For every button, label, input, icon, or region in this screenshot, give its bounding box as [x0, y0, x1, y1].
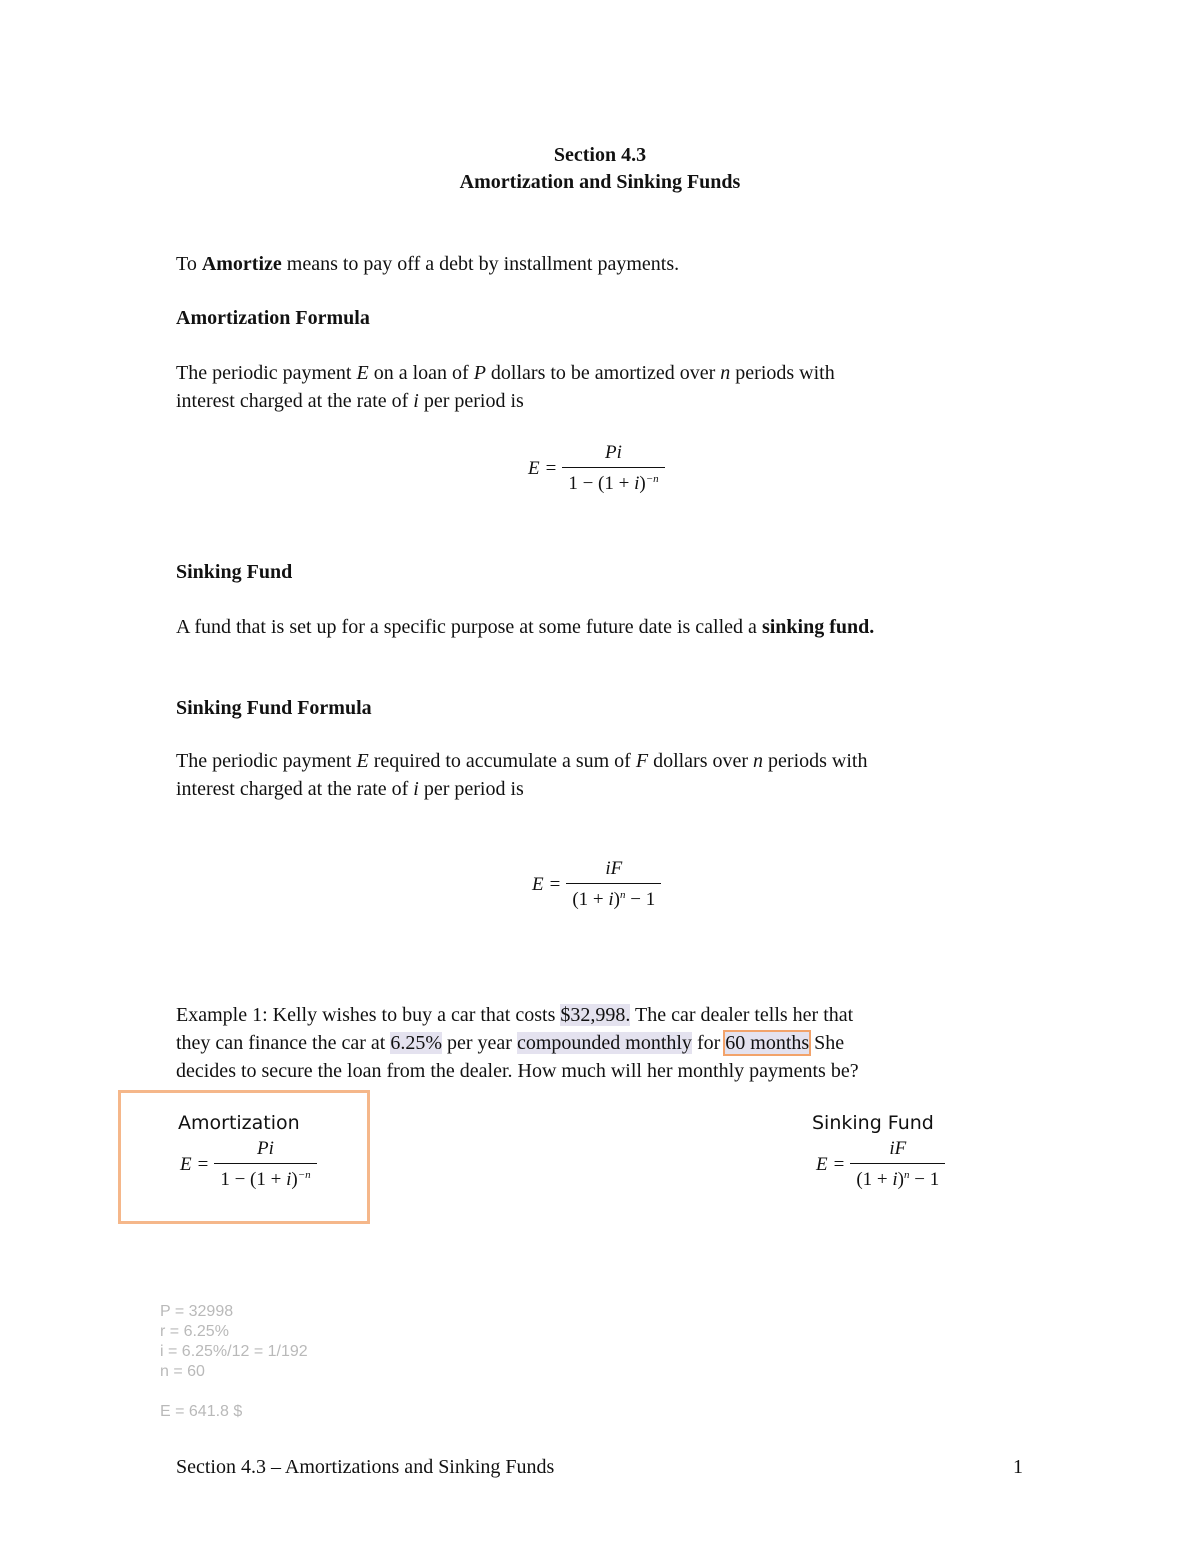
amortization-description-line2: interest charged at the rate of i per period is [176, 390, 524, 412]
amortization-label: Amortization [178, 1112, 300, 1134]
sinking-fund-heading: Sinking Fund [176, 561, 293, 583]
footer-text: Section 4.3 – Amortizations and Sinking Funds [176, 1456, 555, 1478]
intro-text: To Amortize means to pay off a debt by installment payments. [176, 253, 680, 275]
example-sinking-formula: E = $\frac{iF}{(1 + i)^n - 1}$ [816, 1138, 945, 1191]
compounding-highlight: compounded monthly [516, 1032, 692, 1054]
calculation-notes [160, 1302, 308, 1422]
example-line3: decides to secure the loan from the dealer. How much will her monthly payments be? [176, 1060, 859, 1082]
page-title: Amortization and Sinking Funds [459, 171, 741, 193]
example-line1: Example 1: Kelly wishes to buy a car that costs $32,998. The car dealer tells her that [176, 1004, 854, 1026]
sinking-fund-definition: A fund that is set up for a specific purpose at some future date is called a sinking fund. [176, 616, 875, 638]
rate-highlight: 6.25% [390, 1032, 442, 1054]
sinking-fund-formula-heading: Sinking Fund Formula [176, 697, 372, 719]
amortization-formula-heading: Amortization Formula [176, 307, 370, 329]
example-amortization-formula: E = $\frac{Pi}{1 - (1 + i)^{-n}}$ [180, 1138, 317, 1191]
sinking-fund-formula: E = $\frac{iF}{(1 + i)^n - 1}$ [532, 858, 661, 911]
note-line: i = 6.25%/12 = 1/192 [160, 1343, 308, 1360]
note-result: E = 641.8 $ [160, 1403, 243, 1420]
page-number: 1 [1013, 1456, 1023, 1478]
note-line: n = 60 [160, 1363, 205, 1380]
note-line: P = 32998 [160, 1303, 234, 1320]
note-line: r = 6.25% [160, 1323, 229, 1340]
sinking-fund-label: Sinking Fund [812, 1112, 934, 1134]
cost-highlight: $32,998. [560, 1004, 631, 1026]
amortization-formula: E = $\frac{Pi}{1 - (1 + i)^{-n}}$ [528, 442, 665, 495]
section-number: Section 4.3 [553, 144, 647, 166]
sinking-description-line1: The periodic payment E required to accumulate a sum of F dollars over n periods with [176, 750, 868, 772]
amortization-description-line1: The periodic payment E on a loan of P dollars to be amortized over n periods with [176, 362, 835, 384]
sinking-description-line2: interest charged at the rate of i per period is [176, 778, 524, 800]
term-highlight: 60 months [725, 1032, 810, 1054]
example-line2: they can finance the car at 6.25% per year compounded monthly for 60 months She [176, 1032, 845, 1054]
amortize-term: Amortize [201, 253, 282, 275]
